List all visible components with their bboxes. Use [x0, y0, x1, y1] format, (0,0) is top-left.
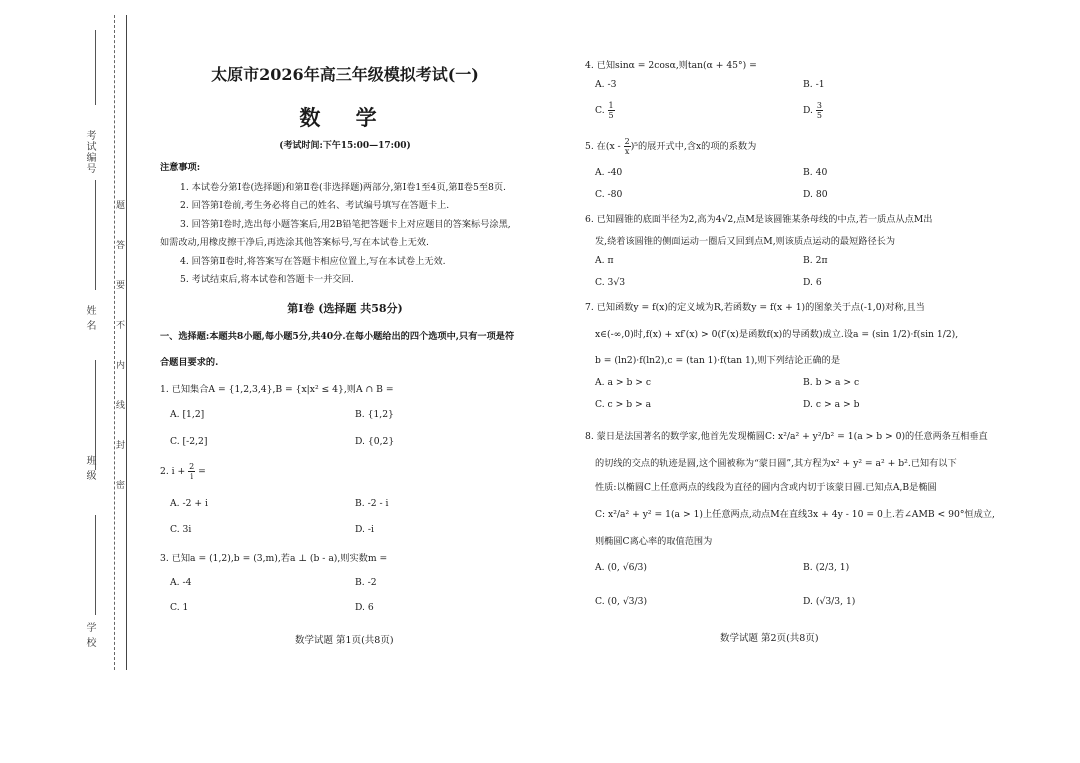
school-label: 学 校 — [84, 622, 95, 649]
exam-number-line — [95, 30, 96, 105]
option-label: D. — [803, 105, 816, 116]
name-line — [95, 180, 96, 290]
question-4-option-b: B. -1 — [803, 79, 825, 90]
question-4-option-d — [803, 101, 823, 120]
question-8-stem-cont: 性质:以椭圆C上任意两点的线段为直径的圆内含或内切于该蒙日圆.已知点A,B是椭圆 — [595, 482, 937, 493]
fraction — [816, 101, 823, 120]
question-7-option-c: C. c > b > a — [595, 399, 652, 410]
fraction — [608, 101, 615, 120]
page-footer: 数学试题 第1页(共8页) — [295, 635, 394, 646]
fraction-denominator: x — [624, 147, 630, 156]
exam-number-label: 考试编号 — [84, 130, 95, 174]
question-7-stem-cont: b = (ln2)·f(ln2),c = (tan 1)·f(tan 1),则下列结论正确的是 — [595, 355, 841, 366]
question-2-option-a: A. -2 + i — [170, 498, 208, 509]
question-5-stem-pre: 5. 在(x - — [585, 141, 624, 152]
question-8-stem-cont: 的切线的交点的轨迹是圆,这个圆被称为“蒙日圆”,其方程为x² + y² = a² + b².已知有以下 — [595, 458, 957, 469]
seal-char: 线 — [116, 401, 126, 411]
section-instruction: 合题目要求的. — [160, 357, 219, 368]
question-2-option-c: C. 3i — [170, 524, 192, 535]
note-item: 4. 回答第Ⅱ卷时,将答案写在答题卡相应位置上,写在本试卷上无效. — [180, 256, 446, 267]
seal-char: 不 — [116, 321, 126, 331]
question-2-stem — [160, 462, 206, 481]
question-5-stem-post: )⁵的展开式中,含x的项的系数为 — [630, 141, 757, 152]
question-6-option-c: C. 3√3 — [595, 277, 626, 288]
question-6-option-d: D. 6 — [803, 277, 822, 288]
question-8-option-a: A. (0, √6/3) — [595, 562, 647, 573]
question-2-option-b: B. -2 - i — [355, 498, 389, 509]
fraction-denominator: i — [190, 472, 193, 481]
section-instruction: 一、选择题:本题共8小题,每小题5分,共40分.在每小题给出的四个选项中,只有一项是符 — [160, 331, 515, 342]
question-5-option-a: A. -40 — [595, 167, 623, 178]
exam-title: 太原市2026年高三年级模拟考试(一) — [211, 65, 479, 84]
question-5-option-b: B. 40 — [803, 167, 828, 178]
option-label: C. — [595, 105, 608, 116]
exam-time: (考试时间:下午15:00—17:00) — [279, 141, 411, 151]
seal-char: 题 — [116, 201, 126, 211]
seal-char: 内 — [116, 361, 126, 371]
question-3-option-b: B. -2 — [355, 577, 377, 588]
seal-char: 要 — [116, 281, 126, 291]
question-6-stem: 6. 已知圆锥的底面半径为2,高为4√2,点M是该圆锥某条母线的中点,若一质点从点M出 — [585, 214, 933, 225]
note-item: 如需改动,用橡皮擦干净后,再选涂其他答案标号,写在本试卷上无效. — [160, 237, 429, 248]
binding-rule — [126, 15, 127, 670]
question-7-stem-cont: x∈(-∞,0)时,f(x) + xf′(x) > 0(f′(x)是函数f(x)的导函数)成立.设a = (sin 1/2)·f(sin 1/2), — [595, 329, 959, 340]
note-item: 2. 回答第Ⅰ卷前,考生务必将自己的姓名、考试编号填写在答题卡上. — [180, 200, 450, 211]
fraction-denominator: 5 — [816, 111, 822, 120]
seal-dashed-line — [114, 15, 115, 670]
seal-char: 密 — [116, 481, 126, 491]
question-3-option-c: C. 1 — [170, 602, 189, 613]
section-title: 第Ⅰ卷 (选择题 共58分) — [287, 302, 403, 315]
question-8-stem: 8. 蒙日是法国著名的数学家,他首先发现椭圆C: x²/a² + y²/b² = 1(a > b > 0)的任意两条互相垂直 — [585, 431, 988, 442]
question-7-option-a: A. a > b > c — [595, 377, 652, 388]
question-1-option-c: C. [-2,2] — [170, 436, 208, 447]
question-3-option-a: A. -4 — [170, 577, 192, 588]
question-1-option-b: B. {1,2} — [355, 409, 394, 420]
page-footer: 数学试题 第2页(共8页) — [720, 633, 819, 644]
question-1-option-a: A. [1,2] — [170, 409, 205, 420]
question-4-stem: 4. 已知sinα = 2cosα,则tan(α + 45°) = — [585, 60, 757, 71]
question-8-option-d: D. (√3/3, 1) — [803, 596, 856, 607]
question-7-option-d: D. c > a > b — [803, 399, 860, 410]
seal-char: 封 — [116, 441, 126, 451]
question-4-option-c — [595, 101, 615, 120]
question-7-stem: 7. 已知函数y = f(x)的定义域为R,若函数y = f(x + 1)的图象关于点(-1,0)对称,且当 — [585, 302, 925, 313]
notes-heading: 注意事项: — [160, 162, 201, 173]
subject-title: 数 学 — [299, 105, 391, 130]
fraction-numerator: 2 — [189, 462, 195, 471]
question-8-stem-cont: 则椭圆C离心率的取值范围为 — [595, 536, 713, 547]
question-4-option-a: A. -3 — [595, 79, 617, 90]
fraction-numerator: 2 — [624, 137, 630, 146]
question-5-option-d: D. 80 — [803, 189, 828, 200]
note-item: 1. 本试卷分第Ⅰ卷(选择题)和第Ⅱ卷(非选择题)两部分,第Ⅰ卷1至4页,第Ⅱ卷5至8页. — [180, 182, 506, 193]
seal-char: 答 — [116, 241, 126, 251]
fraction-numerator: 3 — [816, 101, 822, 110]
class-line — [95, 360, 96, 470]
question-8-option-c: C. (0, √3/3) — [595, 596, 648, 607]
fraction-numerator: 1 — [608, 101, 614, 110]
question-2-stem-post: = — [195, 466, 206, 477]
question-2-stem-pre: 2. i + — [160, 466, 189, 477]
question-8-option-b: B. (2/3, 1) — [803, 562, 850, 573]
question-8-stem-cont: C: x²/a² + y² = 1(a > 1)上任意两点,动点M在直线3x + 4y - 10 = 0上.若∠AMB < 90°恒成立, — [595, 509, 995, 520]
question-1-stem: 1. 已知集合A = {1,2,3,4},B = {x|x² ≤ 4},则A ∩ B = — [160, 384, 394, 395]
question-5-option-c: C. -80 — [595, 189, 623, 200]
question-3-stem: 3. 已知a = (1,2),b = (3,m),若a ⊥ (b - a),则实数m = — [160, 553, 388, 564]
question-2-option-d: D. -i — [355, 524, 374, 535]
question-7-option-b: B. b > a > c — [803, 377, 860, 388]
fraction — [624, 137, 631, 156]
note-item: 5. 考试结束后,将本试卷和答题卡一并交回. — [180, 274, 354, 285]
name-label: 姓 名 — [84, 305, 95, 332]
question-6-option-b: B. 2π — [803, 255, 828, 266]
question-6-stem-cont: 发,绕着该圆锥的侧面运动一圈后又回到点M,则该质点运动的最短路径长为 — [595, 236, 896, 247]
school-line — [95, 515, 96, 615]
question-3-option-d: D. 6 — [355, 602, 374, 613]
question-6-option-a: A. π — [595, 255, 614, 266]
question-1-option-d: D. {0,2} — [355, 436, 395, 447]
note-item: 3. 回答第Ⅰ卷时,选出每小题答案后,用2B铅笔把答题卡上对应题目的答案标号涂黑, — [180, 219, 511, 230]
question-5-stem — [585, 137, 756, 156]
fraction-denominator: 5 — [608, 111, 614, 120]
class-label: 班 级 — [84, 455, 95, 482]
